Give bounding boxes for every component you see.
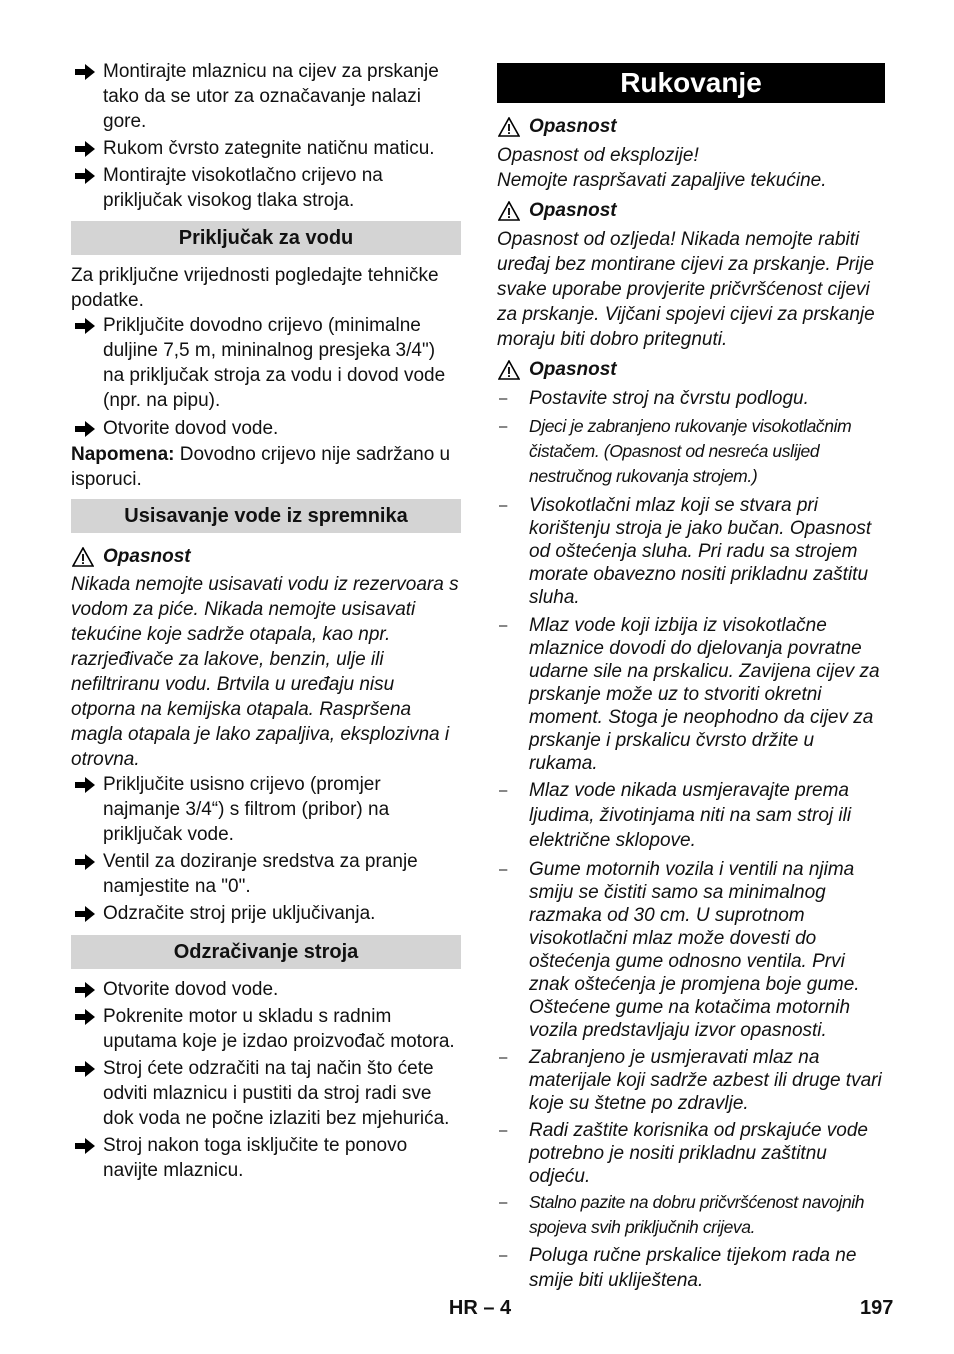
arrow-right-icon (75, 777, 95, 793)
arrow-right-icon (75, 1009, 95, 1025)
warning-block-1 (497, 114, 885, 193)
dash-bullet: – (499, 782, 508, 799)
list-item: Rukom čvrsto zategnite natičnu maticu. (71, 136, 461, 161)
warning-triangle-icon (72, 547, 94, 567)
water-connection-intro: Za priključne vrijednosti pogledajte tehničke podatke. (71, 265, 439, 311)
list-item: – Gume motornih vozila i ventili na njima smiju se čistiti samo sa minimalnog razmaka od 30 cm. U suprotnom visokotlačni mlaz može dovesti do oštećenja gume odnosno ventila. Prvi znak oštećenja je promjena boje gume. Oštećene gume na kotačima motornih vozila predstavljaju izvor opasnosti. (499, 859, 860, 1041)
note-label: Napomena: (71, 444, 175, 465)
warning-triangle-icon (498, 201, 520, 221)
list-item: – Mlaz vode nikada usmjeravajte prema ljudima, životinjama niti na sam stroj ili električne sklopove. (499, 780, 852, 851)
dash-bullet: – (499, 1049, 508, 1066)
warning-block-2 (497, 198, 885, 352)
list-item: Stroj ćete odzračiti na taj način što ćete odviti mlaznicu i pustiti da stroj radi sve dok voda ne počne izlaziti bez mjehurića. (71, 1056, 461, 1131)
footer-section-label: HR – 4 (448, 1297, 512, 1319)
section-heading-suction: Usisavanje vode iz spremnika (71, 499, 461, 533)
list-item: Montirajte mlaznicu na cijev za prskanje tako da se utor za označavanje nalazi gore. (71, 59, 461, 135)
list-item: Montirajte visokotlačno crijevo na priključak visokog tlaka stroja. (71, 163, 461, 213)
list-item: Otvorite dovod vode. (71, 416, 461, 441)
water-connection-body (71, 263, 461, 492)
intro-steps (71, 59, 461, 213)
list-item: – Radi zaštite korisnika od prskajuće vode potrebno je nositi prikladnu zaštitnu odjeću. (499, 1120, 869, 1187)
dash-bullet: – (499, 497, 508, 514)
arrow-right-icon (75, 854, 95, 870)
list-item: – Poluga ručne prskalice tijekom rada ne smije biti ukliještena. (499, 1245, 857, 1291)
arrow-right-icon (75, 1061, 95, 1077)
warning-heading: Opasnost (497, 198, 885, 223)
dash-bullet: – (499, 418, 507, 435)
dash-bullet: – (499, 861, 508, 878)
list-item: Pokrenite motor u skladu s radnim uputama koje je izdao proizvođač motora. (71, 1004, 461, 1054)
warning-heading: Opasnost (71, 544, 461, 569)
warning-line: Opasnost od eksplozije! (497, 145, 699, 166)
list-item: – Stalno pazite na dobru pričvršćenost navojnih spojeva svih priključnih crijeva. (499, 1192, 865, 1237)
arrow-right-icon (75, 64, 95, 80)
dash-bullet: – (499, 1122, 508, 1139)
list-item: – Visokotlačni mlaz koji se stvara pri korištenju stroja je jako bučan. Opasnost od oštećenja sluha. Pri radu sa strojem morate obavezno nositi prikladnu zaštitu sluha. (499, 495, 872, 608)
dash-bullet: – (499, 1247, 508, 1264)
list-item: Otvorite dovod vode. (71, 977, 461, 1002)
warning-heading: Opasnost (497, 114, 885, 139)
page-number: 197 (860, 1297, 894, 1319)
list-item: – Mlaz vode koji izbija iz visokotlačne mlaznice dovodi do djelovanja povratne udarne sile na prskalicu. Zavijena cijev za prskanje može uz to stvoriti okretni moment. Stoga je neophodno da cijev za prskanje i prskalicu čvrsto držite u rukama. (499, 615, 880, 774)
list-item: Odzračite stroj prije uključivanja. (71, 901, 461, 926)
warning-text: Opasnost od ozljeda! Nikada nemojte rabiti uređaj bez montirane cijevi za prskanje. Prije svake uporabe provjerite pričvršćenost cijevi za prskanje. Vijčani spojevi cijevi za prskanje moraju biti dobro pritegnuti. (497, 229, 875, 350)
list-item: Priključite dovodno crijevo (minimalne duljine 7,5 m, mininalnog presjeka 3/4") na priključak stroja za vodu i dovod vode (npr. na pipu). (71, 313, 461, 413)
dash-bullet: – (499, 1194, 507, 1211)
section-heading-water-connection: Priključak za vodu (71, 221, 461, 255)
arrow-right-icon (75, 906, 95, 922)
venting-body (71, 977, 461, 1183)
arrow-right-icon (75, 421, 95, 437)
warning-block-3 (497, 357, 885, 1293)
section-heading-operation: Rukovanje (497, 63, 885, 103)
note-text: Dovodno crijevo nije sadržano u isporuci. (71, 444, 451, 490)
arrow-right-icon (75, 1138, 95, 1154)
note (71, 442, 461, 492)
warning-line: Nemojte raspršavati zapaljive tekućine. (497, 170, 827, 191)
list-item: Stroj nakon toga isključite te ponovo navijte mlaznicu. (71, 1133, 461, 1183)
list-item: – Postavite stroj na čvrstu podlogu. (499, 388, 809, 409)
list-item: – Zabranjeno je usmjeravati mlaz na materijale koji sadrže azbest ili druge tvari koje su štetne po zdravlje. (499, 1047, 882, 1114)
warning-triangle-icon (498, 117, 520, 137)
suction-body (71, 544, 461, 926)
arrow-right-icon (75, 141, 95, 157)
list-item: – Djeci je zabranjeno rukovanje visokotlačnim čistačem. (Opasnost od nesreća uslijed nestručnog rukovanja strojem.) (499, 416, 852, 486)
warning-text: Nikada nemojte usisavati vodu iz rezervoara s vodom za piće. Nikada nemojte usisavati tekućine koje sadrže otapala, kao npr. razrjeđivače za lakove, benzin, ulje ili nefiltriranu vodu. Brtvila u uređaju nisu otporna na kemijska otapala. Raspršena magla otapala je lako zapaljiva, eksplozivna i otrovna. (71, 574, 459, 770)
arrow-right-icon (75, 168, 95, 184)
section-heading-venting: Odzračivanje stroja (71, 935, 461, 969)
arrow-right-icon (75, 318, 95, 334)
arrow-right-icon (75, 982, 95, 998)
warning-triangle-icon (498, 360, 520, 380)
dash-bullet: – (499, 390, 508, 407)
list-item: Ventil za doziranje sredstva za pranje namjestite na "0". (71, 849, 461, 899)
warning-heading: Opasnost (497, 357, 885, 382)
dash-bullet: – (499, 617, 508, 634)
list-item: Priključite usisno crijevo (promjer najmanje 3/4“) s filtrom (pribor) na priključak vode. (71, 772, 461, 847)
